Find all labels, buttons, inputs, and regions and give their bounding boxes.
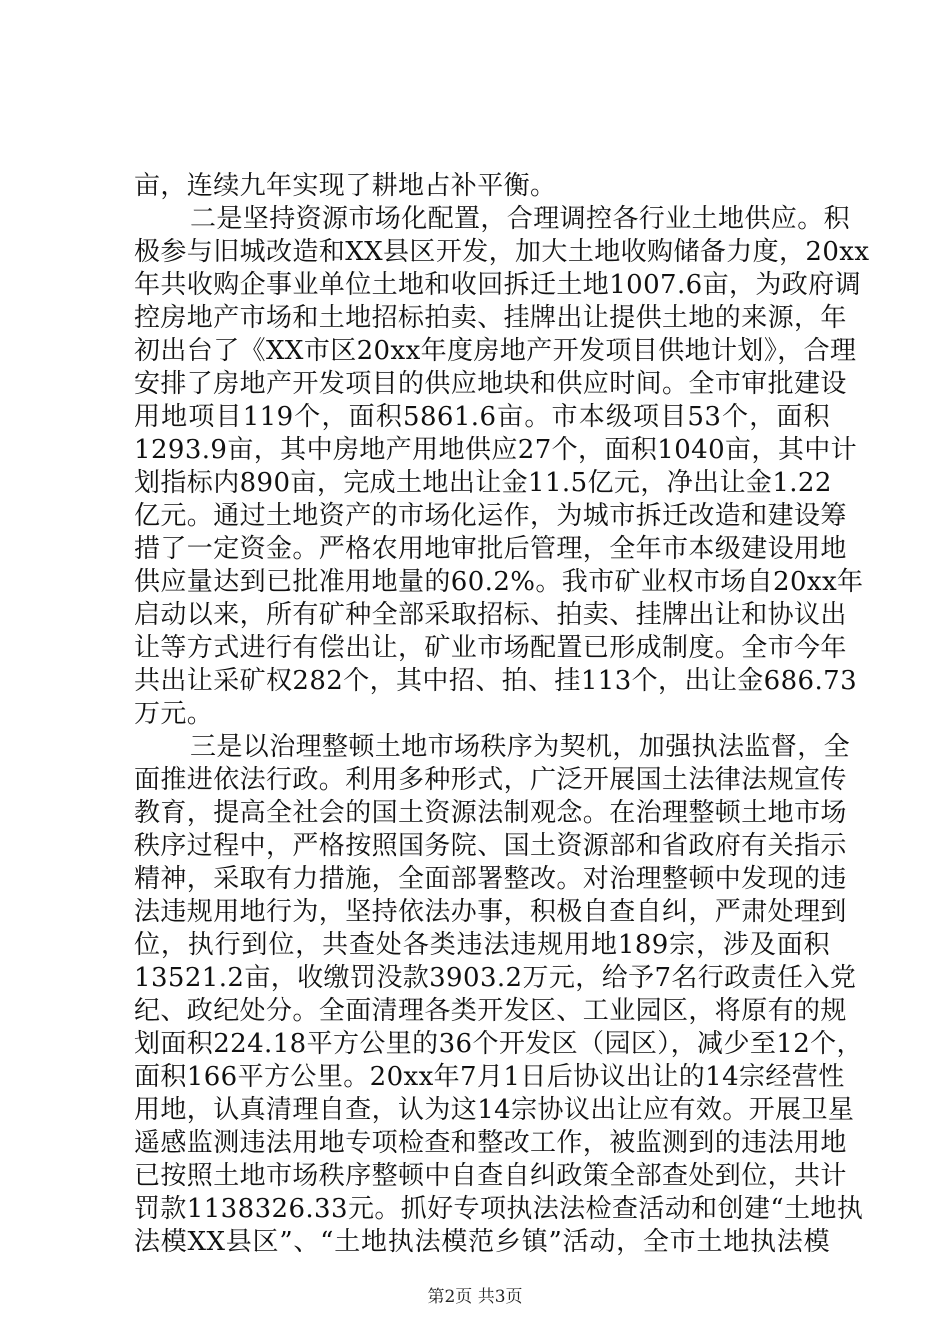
text-line: 划指标内890亩，完成土地出让金11.5亿元，净出让金1.22 xyxy=(134,468,832,498)
document-body xyxy=(134,170,870,1259)
text-line: 1293.9亩，其中房地产用地供应27个，面积1040亩，其中计 xyxy=(134,435,858,465)
text-line: 面推进依法行政。利用多种形式，广泛开展国土法律法规宣传 xyxy=(134,765,847,795)
text-line: 极参与旧城改造和XX县区开发，加大土地收购储备力度，20xx xyxy=(134,237,870,267)
text-line: 启动以来，所有矿种全部采取招标、拍卖、挂牌出让和协议出 xyxy=(134,600,847,630)
text-line: 二是坚持资源市场化配置，合理调控各行业土地供应。积 xyxy=(190,204,851,234)
text-line: 初出台了《XX市区20xx年度房地产开发项目供地计划》，合理 xyxy=(134,336,857,366)
text-line: 三是以治理整顿土地市场秩序为契机，加强执法监督，全 xyxy=(190,732,851,762)
text-line: 精神，采取有力措施，全面部署整改。对治理整顿中发现的违 xyxy=(134,864,847,894)
text-line: 纪、政纪处分。全面清理各类开发区、工业园区，将原有的规 xyxy=(134,996,847,1026)
text-line: 用地，认真清理自查，认为这14宗协议出让应有效。开展卫星 xyxy=(134,1095,855,1125)
text-line: 安排了房地产开发项目的供应地块和供应时间。全市审批建设 xyxy=(134,369,847,399)
text-line: 亿元。通过土地资产的市场化运作，为城市拆迁改造和建设筹 xyxy=(134,501,847,531)
text-line: 遥感监测违法用地专项检查和整改工作，被监测到的违法用地 xyxy=(134,1128,847,1158)
text-line: 万元。 xyxy=(134,699,214,729)
text-line: 供应量达到已批准用地量的60.2%。我市矿业权市场自20xx年 xyxy=(134,567,864,597)
text-line: 已按照土地市场秩序整顿中自查自纠政策全部查处到位，共计 xyxy=(134,1161,847,1191)
text-line: 共出让采矿权282个，其中招、拍、挂113个，出让金686.73 xyxy=(134,666,858,696)
text-line: 让等方式进行有偿出让，矿业市场配置已形成制度。全市今年 xyxy=(134,633,847,663)
text-line: 教育，提高全社会的国土资源法制观念。在治理整顿土地市场 xyxy=(134,798,847,828)
text-line: 法违规用地行为，坚持依法办事，积极自查自纠，严肃处理到 xyxy=(134,897,847,927)
text-line: 秩序过程中，严格按照国务院、国土资源部和省政府有关指示 xyxy=(134,831,847,861)
text-line: 13521.2亩，收缴罚没款3903.2万元，给予7名行政责任入党 xyxy=(134,963,857,993)
text-line: 亩，连续九年实现了耕地占补平衡。 xyxy=(134,171,557,201)
text-line: 措了一定资金。严格农用地审批后管理，全年市本级建设用地 xyxy=(134,534,847,564)
text-line: 用地项目119个，面积5861.6亩。市本级项目53个，面积 xyxy=(134,402,830,432)
text-line: 年共收购企事业单位土地和收回拆迁土地1007.6亩，为政府调 xyxy=(134,270,861,300)
text-line: 控房地产市场和土地招标拍卖、挂牌出让提供土地的来源，年 xyxy=(134,303,847,333)
text-line: 划面积224.18平方公里的36个开发区（园区），减少至12个， xyxy=(134,1029,863,1059)
text-line: 法模XX县区”、“土地执法模范乡镇”活动，全市土地执法模 xyxy=(134,1227,830,1257)
text-line: 罚款1138326.33元。抓好专项执法法检查活动和创建“土地执 xyxy=(134,1194,864,1224)
text-line: 位，执行到位，共查处各类违法违规用地189宗，涉及面积 xyxy=(134,930,830,960)
text-line: 面积166平方公里。20xx年7月1日后协议出让的14宗经营性 xyxy=(134,1062,845,1092)
page-number-footer: 第2页 共3页 xyxy=(427,1287,523,1307)
